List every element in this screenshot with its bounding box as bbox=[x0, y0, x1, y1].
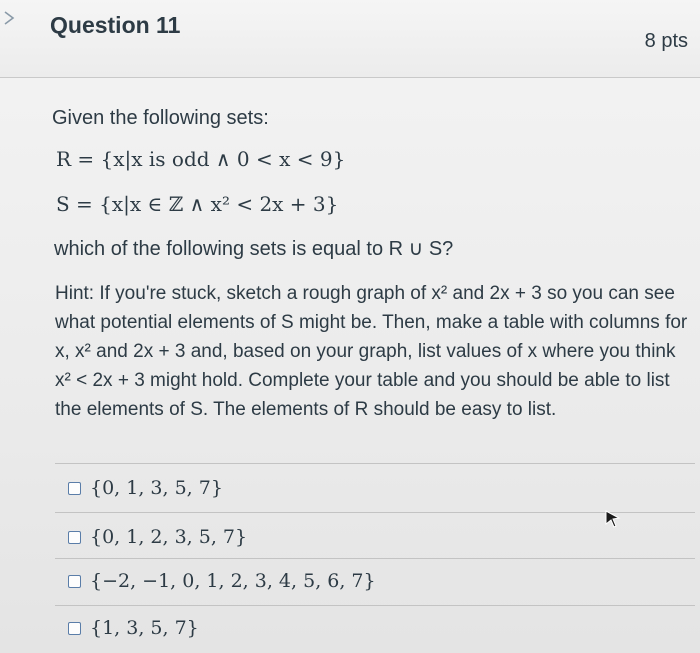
answer-checkbox[interactable] bbox=[68, 622, 81, 635]
answer-label: {0, 1, 2, 3, 5, 7} bbox=[90, 526, 248, 548]
answer-divider bbox=[55, 512, 695, 513]
question-text: which of the following sets is equal to R ∪ S? bbox=[54, 238, 454, 260]
answer-option[interactable] bbox=[60, 465, 696, 511]
answer-label: {0, 1, 3, 5, 7} bbox=[90, 477, 223, 499]
question-body bbox=[0, 79, 700, 459]
question-points: 8 pts bbox=[644, 30, 688, 52]
set-r-definition: R = {x|x is odd ∧ 0 < x < 9} bbox=[56, 147, 346, 171]
question-title: Question 11 bbox=[50, 12, 181, 38]
answer-option[interactable] bbox=[60, 514, 696, 560]
answer-divider bbox=[55, 463, 695, 464]
chevron-right-icon[interactable] bbox=[2, 10, 18, 26]
answer-option[interactable] bbox=[60, 558, 696, 604]
answer-checkbox[interactable] bbox=[68, 482, 81, 495]
answer-checkbox[interactable] bbox=[68, 575, 81, 588]
answer-label: {1, 3, 5, 7} bbox=[90, 617, 199, 639]
intro-text: Given the following sets: bbox=[52, 107, 269, 129]
answer-option[interactable] bbox=[60, 605, 696, 651]
set-s-definition: S = {x|x ∈ ℤ ∧ x² < 2x + 3} bbox=[56, 192, 339, 216]
answer-label: {−2, −1, 0, 1, 2, 3, 4, 5, 6, 7} bbox=[90, 570, 376, 592]
question-header bbox=[0, 0, 700, 78]
mouse-cursor-icon bbox=[604, 507, 622, 529]
hint-text: Hint: If you're stuck, sketch a rough graph of x² and 2x + 3 so you can see what potential elements of S might be. Then, make a table with columns for x, x² and 2x + 3 and, based on your graph, list values of x where you think x² < 2x + 3 might hold. Complete your table and you should be able to list the elements of S. The elements of R should be easy to list. bbox=[55, 283, 688, 420]
answer-checkbox[interactable] bbox=[68, 531, 81, 544]
